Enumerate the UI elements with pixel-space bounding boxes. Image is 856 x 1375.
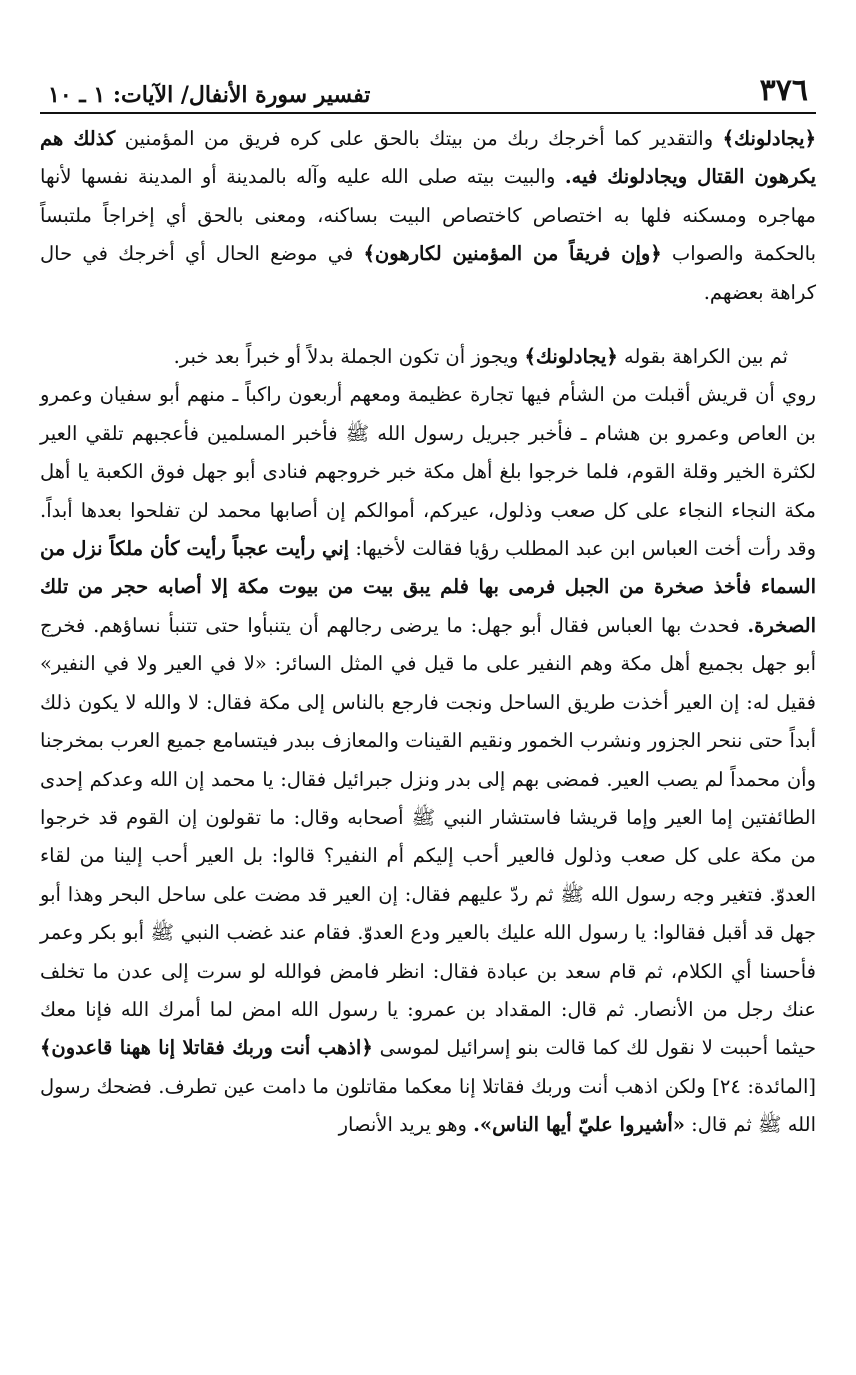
text-segment: والتقدير كما أخرجك ربك من بيتك بالحق على كره فريق من المؤمنين: [115, 127, 723, 150]
book-page: [40, 70, 816, 1145]
page-number: ٣٧٦: [759, 73, 808, 108]
quran-quote: ﴿وإن فريقاً من المؤمنين لكارهون﴾: [363, 242, 662, 266]
text-segment: ويجوز أن تكون الجملة بدلاً أو خبراً بعد خبر.: [173, 345, 525, 369]
text-segment: روي أن قريش أقبلت من الشأم فيها تجارة عظيمة ومعهم أربعون راكباً ـ منهم أبو سفيان وعمرو بن العاص وعمرو بن هشام ـ فأخبر جبريل رسول الله ﷺ فأخبر المسلمين فأعجبهم تلقي العير لكثرة الخير وقلة القوم، فلما خرجوا بلغ أهل مكة خبر خروجهم فنادى أبو جهل فوق الكعبة يا أهل مكة النجاء النجاء على كل صعب وذلول، عيركم، أموالكم إن أصابها محمد لن تفلحوا بعدها أبداً. وقد رأت أخت العباس ابن عبد المطلب رؤيا فقالت لأخيها:: [40, 383, 816, 561]
paragraph-3: [40, 376, 816, 1144]
running-title: تفسير سورة الأنفال/ الآيات: ١ ـ ١٠: [48, 82, 371, 108]
text-segment: وهو يريد الأنصار: [338, 1113, 474, 1137]
page-body: [40, 114, 816, 1145]
text-segment: [المائدة: ٢٤] ولكن اذهب أنت وربك فقاتلا إنا معكما مقاتلون ما دامت عين تطرف. فضحك رسول الله ﷺ ثم قال:: [40, 1074, 816, 1137]
bold-text-segment: إني رأيت عجباً رأيت كأن ملكاً نزل من السماء فأخذ صخرة من الجبل فرمى بها فلم يبق بيت من بيوت مكة إلا أصابه حجر من تلك الصخرة.: [40, 537, 816, 637]
text-segment: ثم بين الكراهة بقوله: [617, 345, 788, 369]
text-segment: في موضع الحال أي أخرجك في حال كراهة بعضهم.: [40, 242, 816, 304]
paragraph-gap: [40, 312, 816, 338]
text-segment: والبيت بيته صلى الله عليه وآله بالمدينة أو المدينة نفسها لأنها مهاجره ومسكنه فلها به اختصاص كاختصاص البيت بساكنه، ومعنى بالحق أي إخراجاً ملتبساً بالحكمة والصواب: [40, 165, 816, 266]
quran-quote: ﴿يجادلونك﴾: [524, 345, 618, 369]
paragraph-2: [40, 338, 816, 376]
bold-text-segment: كذلك هم يكرهون القتال ويجادلونك فيه.: [40, 127, 816, 189]
quran-quote: ﴿يجادلونك﴾: [722, 127, 816, 150]
quran-quote: ﴿اذهب أنت وربك فقاتلا إنا ههنا قاعدون﴾: [40, 1036, 373, 1060]
page-header: [40, 70, 816, 114]
paragraph-1: [40, 120, 816, 312]
hadith-quote: «أشيروا عليّ أيها الناس».: [473, 1113, 685, 1137]
text-segment: فحدث بها العباس فقال أبو جهل: ما يرضى رجالهم أن يتنبأوا حتى تتنبأ نساؤهم. فخرج أبو جهل بجميع أهل مكة وهم النفير على ما قيل في المثل السائر: «لا في العير ولا في النفير» فقيل له: إن العير أخذت طريق الساحل ونجت فارجع بالناس إلى مكة فقال: لا والله لا يكون ذلك أبداً حتى ننحر الجزور ونشرب الخمور ونقيم القينات والمعازف ببدر فيتسامع جميع العرب بمخرجنا وأن محمداً لم يصب العير. فمضى بهم إلى بدر ونزل جبرائيل فقال: يا محمد إن الله وعدكم إحدى الطائفتين إما العير وإما قريشا فاستشار النبي ﷺ أصحابه وقال: ما تقولون إن القوم قد خرجوا من مكة على كل صعب وذلول فالعير أحب إليكم أم النفير؟ قالوا: بل العير أحب إلينا من لقاء العدوّ. فتغير وجه رسول الله ﷺ ثم ردّ عليهم فقال: إن العير قد مضت على ساحل البحر وهذا أبو جهل قد أقبل فقالوا: يا رسول الله عليك بالعير ودع العدوّ. فقام عند غضب النبي ﷺ أبو بكر وعمر فأحسنا أي الكلام، ثم قام سعد بن عبادة فقال: انظر فامض فوالله لو سرت إلى عدن ما تخلف عنك رجل من الأنصار. ثم قال: المقداد بن عمرو: يا رسول الله امض لما أمرك الله فإنا معك حيثما أحببت لا نقول لك كما قالت بنو إسرائيل لموسى: [40, 613, 817, 1060]
